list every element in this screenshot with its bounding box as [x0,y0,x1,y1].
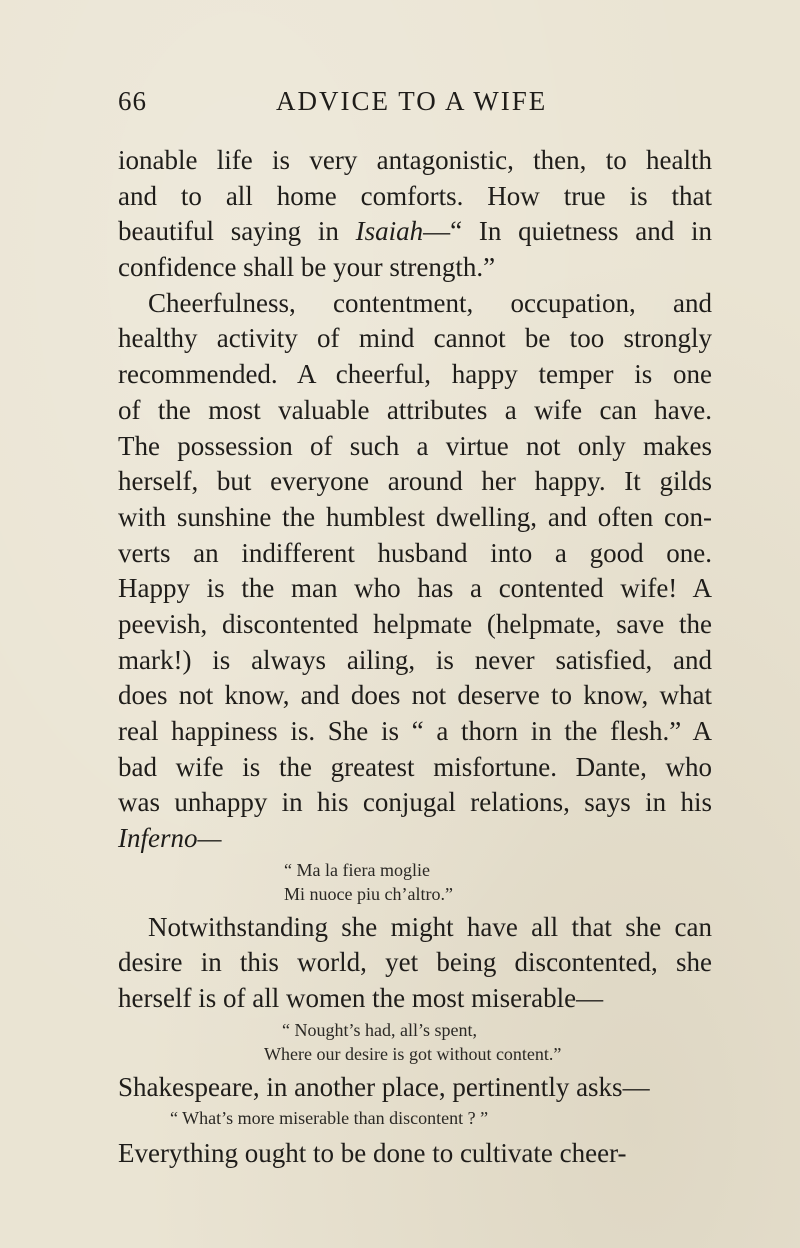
text-line: Cheerfulness, contentment, occupation, and [148,287,712,318]
text-line: and to all home comforts. How true is that [118,180,712,211]
running-head: ADVICE TO A WIFE [276,86,548,116]
verse-line: Mi nuoce piu ch’altro.” [284,883,453,904]
verse-quote [118,1106,712,1136]
text-line: was unhappy in his conjugal relations, says in his [118,787,712,818]
text-line: does not know, and does not deserve to know, what [118,680,712,711]
text-line: desire in this world, yet being discontented, she [118,947,712,978]
text-line: bad wife is the greatest misfortune. Dante, who [118,751,712,782]
text-line: with sunshine the humblest dwelling, and often con- [118,501,712,532]
text-line: Everything ought to be done to cultivate cheer- [118,1137,627,1168]
text-line: peevish, discontented helpmate (helpmate, save the [118,608,712,639]
verse-line: “ What’s more miserable than discontent ? ” [170,1107,489,1128]
text-line: mark!) is always ailing, is never satisfied, and [118,644,712,675]
verse-line: “ Ma la fiera moglie [284,859,430,880]
text-line: real happiness is. She is “ a thorn in the flesh.” A [118,716,712,746]
verse-quote [118,857,712,910]
text-line: herself is of all women the most miserable— [118,983,604,1014]
text-line: The possession of such a virtue not only makes [118,430,712,461]
text-line: of the most valuable attributes a wife can have. [118,394,712,425]
italic-text: Isaiah [355,216,424,247]
text-line: confidence shall be your strength.” [118,252,496,283]
verse-line: Where our desire is got without content.” [264,1043,562,1064]
text-line: Notwithstanding she might have all that she can [148,911,712,942]
verse-line: “ Nought’s had, all’s spent, [282,1019,477,1040]
text-line: Shakespeare, in another place, pertinently asks— [118,1071,650,1102]
page-number: 66 [118,86,147,116]
text-line: beautiful saying in Isaiah—“ In quietness and in [118,216,712,247]
text-line: herself, but everyone around her happy. It gilds [118,466,712,497]
text-line: recommended. A cheerful, happy temper is one [118,359,712,390]
page-body [118,143,712,1171]
text-line: Happy is the man who has a contented wife! A [118,573,712,604]
italic-text: Inferno— [118,823,222,854]
text-line [118,821,712,857]
text-line: verts an indifferent husband into a good one. [118,537,712,568]
page-header [118,86,720,126]
text-line: ionable life is very antagonistic, then, to health [118,145,712,175]
text-line: healthy activity of mind cannot be too strongly [118,323,712,354]
verse-quote [118,1017,712,1070]
